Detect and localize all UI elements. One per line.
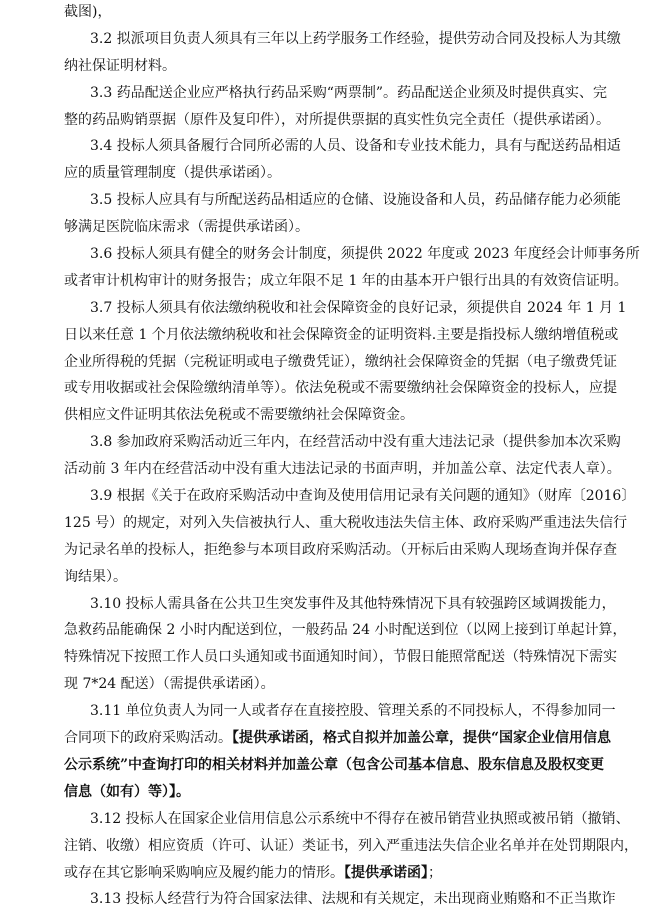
paragraph	[64, 806, 638, 887]
paragraph	[64, 80, 610, 134]
text-line	[64, 564, 601, 591]
text-line	[64, 752, 605, 779]
paragraph	[64, 26, 621, 80]
text-line	[64, 698, 616, 725]
paragraph	[64, 241, 640, 295]
text-line	[64, 671, 601, 698]
text-line	[64, 725, 612, 752]
text-line	[64, 860, 601, 887]
paragraph	[64, 295, 627, 429]
text-segment: 3.11 单位负责人为同一人或者存在直接控股、管理关系的不同投标人，不得参加同一	[90, 703, 616, 720]
text-line	[64, 241, 640, 268]
text-line	[64, 53, 601, 80]
text-line	[64, 160, 601, 187]
text-line	[64, 429, 621, 456]
text-segment: 急救药品能确保 2 小时内配送到位，一般药品 24 小时配送到位（以网上接到订单起计算，	[64, 622, 627, 639]
text-segment: 3.10 投标人需具备在公共卫生突发事件及其他特殊情况下具有较强跨区域调拨能力，	[90, 595, 616, 612]
text-line	[64, 0, 601, 26]
text-segment: 3.5 投标人应具有与所配送药品相适应的仓储、设施设备和人员，药品储存能力必须能	[90, 192, 621, 209]
paragraph	[64, 133, 621, 187]
text-line	[64, 617, 627, 644]
text-segment: 注销、收缴）相应资质（许可、认证）类证书，列入严重违法失信企业名单并在处罚期限内，	[64, 837, 638, 854]
text-line	[64, 402, 601, 429]
text-segment: 询结果）。	[64, 568, 127, 585]
text-line	[64, 295, 627, 322]
text-segment: 3.6 投标人须具有健全的财务会计制度，须提供 2022 年度或 2023 年度经会计师事务所	[90, 246, 640, 263]
text-segment: 3.12 投标人在国家企业信用信息公示系统中不得存在被吊销营业执照或被吊销（撤销、	[90, 810, 630, 827]
text-line	[64, 26, 621, 53]
bold-text: 信息（如有）等）】。	[64, 783, 190, 800]
document-page	[64, 0, 640, 913]
text-line	[64, 133, 621, 160]
paragraph	[64, 0, 601, 26]
text-line	[64, 349, 617, 376]
text-segment: 或者审计机构审计的财务报告；成立年限不足 1 年的由基本开户银行出具的有效资信证明。	[64, 272, 628, 289]
text-segment: 3.8 参加政府采购活动近三年内，在经营活动中没有重大违法记录（提供参加本次采购	[90, 434, 621, 451]
text-segment: 3.13 投标人经营行为符合国家法律、法规和有关规定，未出现商业贿赂和不正当欺诈	[90, 891, 616, 908]
text-segment: 为记录名单的投标人，拒绝参与本项目政府采购活动。（开标后由采购人现场查询并保存查	[64, 541, 617, 558]
paragraph	[64, 886, 616, 913]
text-line	[64, 644, 617, 671]
text-line	[64, 806, 630, 833]
text-segment: 日以来任意 1 个月依法缴纳税收和社会保障资金的证明资料.主要是指投标人缴纳增值税或	[64, 326, 619, 343]
bold-text: 公示系统”中查询打印的相关材料并加盖公章（包含公司基本信息、股东信息及股权变更	[64, 756, 605, 773]
text-segment: 供相应文件证明其依法免税或不需要缴纳社会保障资金。	[64, 407, 414, 424]
text-line	[64, 510, 628, 537]
text-line	[64, 268, 628, 295]
text-segment: 够满足医院临床需求（需提供承诺函）。	[64, 219, 309, 236]
text-line	[64, 537, 617, 564]
text-segment: 整的药品购销票据（原件及复印件），对所提供票据的真实性负完全责任（提供承诺函）。	[64, 111, 610, 128]
paragraph	[64, 483, 636, 591]
text-line	[64, 886, 616, 913]
text-segment: 截图)，	[64, 4, 112, 20]
text-line	[64, 833, 638, 860]
text-segment: 现 7*24 配送）（需提供承诺函）。	[64, 676, 275, 693]
text-line	[64, 779, 601, 806]
text-line	[64, 214, 601, 241]
text-segment: 3.4 投标人须具备履行合同所必需的人员、设备和专业技术能力，具有与配送药品相适	[90, 138, 621, 155]
text-line	[64, 483, 636, 510]
text-segment: 3.3 药品配送企业应严格执行药品采购“两票制”。药品配送企业须及时提供真实、完	[90, 84, 608, 101]
text-line	[64, 187, 621, 214]
paragraph	[64, 591, 627, 699]
text-segment: 活动前 3 年内在经营活动中没有重大违法记录的书面声明，并加盖公章、法定代表人章）。	[64, 461, 621, 478]
text-segment: ；	[428, 864, 442, 881]
text-segment: 3.9 根据《关于在政府采购活动中查询及使用信用记录有关问题的通知》（财库〔2016〕	[90, 488, 636, 505]
text-segment: 3.2 拟派项目负责人须具有三年以上药学服务工作经验，提供劳动合同及投标人为其缴	[90, 30, 621, 47]
paragraph	[64, 187, 621, 241]
text-segment: 合同项下的政府采购活动。	[64, 730, 232, 747]
text-segment: 特殊情况下按照工作人员口头通知或书面通知时间），节假日能照常配送（特殊情况下需实	[64, 649, 617, 666]
paragraph	[64, 429, 621, 483]
text-line	[64, 107, 610, 134]
text-line	[64, 80, 608, 107]
bold-text: 【提供承诺函，格式自拟并加盖公章，提供“国家企业信用信息	[232, 730, 612, 747]
text-segment: 或存在其它影响采购响应及履约能力的情形。	[64, 864, 344, 881]
text-line	[64, 456, 621, 483]
text-line	[64, 591, 616, 618]
text-segment: 或专用收据或社会保险缴纳清单等）。依法免税或不需要缴纳社会保障资金的投标人，应提	[64, 380, 617, 397]
text-segment: 纳社保证明材料。	[64, 57, 176, 74]
text-line	[64, 322, 619, 349]
text-segment: 125 号）的规定，对列入失信被执行人、重大税收违法失信主体、政府采购严重违法失信行	[64, 514, 628, 531]
bold-text: 【提供承诺函】	[344, 864, 428, 881]
text-segment: 应的质量管理制度（提供承诺函）。	[64, 165, 281, 182]
text-segment: 企业所得税的凭据（完税证明或电子缴费凭证），缴纳社会保障资金的凭据（电子缴费凭证	[64, 353, 617, 370]
paragraph	[64, 698, 616, 806]
text-segment: 3.7 投标人须具有依法缴纳税收和社会保障资金的良好记录，须提供自 2024 年 1 月 1	[90, 299, 627, 316]
text-line	[64, 375, 617, 402]
